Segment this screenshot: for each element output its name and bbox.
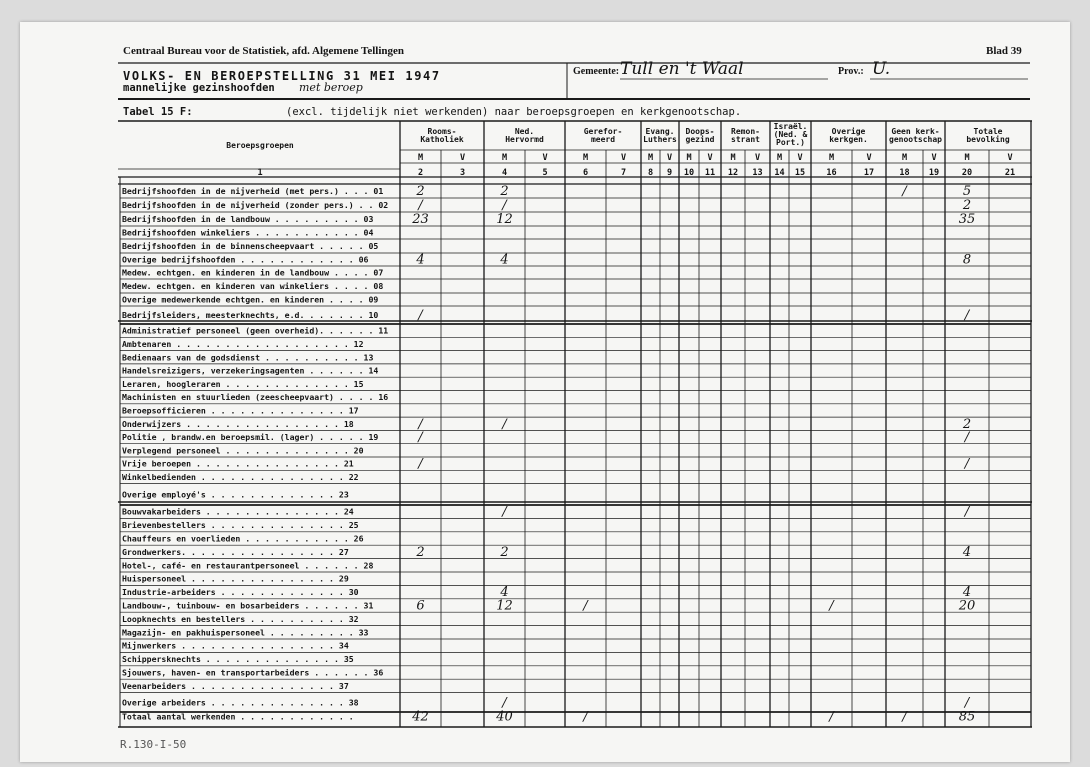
sex-label: V (866, 153, 872, 163)
group-header: Israël. (773, 122, 808, 131)
cell-value: 5 (962, 184, 972, 199)
cell-value: 4 (962, 544, 972, 560)
group-header: gezind (685, 135, 715, 144)
cell-value: / (964, 456, 970, 472)
row-label: Sjouwers, haven- en transportarbeiders . . . . . . 36 (122, 667, 384, 678)
column-number: 2 (417, 168, 424, 178)
cell-value: 20 (958, 598, 976, 614)
group-header: Totale (973, 127, 1003, 136)
row-label: Bedrijfshoofden in de binnenscheepvaart . . . . . 05 (122, 241, 379, 251)
column-number: 8 (647, 168, 654, 178)
group-header: Katholiek (420, 135, 464, 144)
row-label: Brievenbestellers . . . . . . . . . . . . . . 25 (122, 520, 359, 531)
column-number: 6 (582, 168, 589, 178)
column-number: 18 (899, 168, 910, 178)
sex-label: M (686, 153, 692, 163)
cell-value: 2 (416, 184, 425, 199)
cell-value: / (502, 504, 507, 520)
column-number: 9 (666, 168, 673, 178)
sex-label: V (797, 153, 803, 163)
cell-value: / (829, 598, 834, 614)
column-number: 11 (704, 168, 716, 178)
row-label: Beroepsofficieren . . . . . . . . . . . . . . 17 (122, 405, 359, 416)
cell-value: / (829, 709, 834, 725)
row-label: Bedrijfshoofden in de landbouw . . . . . . . . . 03 (122, 214, 374, 224)
cell-value: / (964, 308, 970, 323)
row-label: Winkelbedienden . . . . . . . . . . . . . . . 22 (122, 471, 359, 482)
group-header: Hervormd (505, 135, 544, 144)
row-label: Industrie-arbeiders . . . . . . . . . . . . . 30 (122, 587, 359, 598)
sex-label: M (776, 153, 783, 163)
group-header: kerkgen. (829, 135, 868, 144)
row-label: Grondwerkers. . . . . . . . . . . . . . . . 27 (122, 546, 349, 557)
census-subtitle: mannelijke gezinshoofden (123, 82, 275, 94)
cell-value: / (583, 598, 588, 614)
group-header: meerd (590, 135, 616, 144)
cell-value: 4 (500, 585, 509, 601)
sex-label: M (964, 153, 970, 163)
cell-value: / (502, 198, 507, 213)
group-header: genootschap (889, 135, 942, 144)
sex-label: V (754, 153, 761, 163)
column-number: 10 (683, 168, 695, 178)
sex-label: V (707, 153, 713, 163)
cell-value: / (418, 430, 423, 446)
cell-value: 2 (500, 184, 509, 199)
row-label: Landbouw-, tuinbouw- en bosarbeiders . . . . . . 31 (122, 600, 374, 611)
sex-label: M (901, 153, 908, 163)
sex-label: V (542, 153, 548, 163)
row-label: Vrije beroepen . . . . . . . . . . . . . . . 21 (122, 458, 354, 469)
row-label: Verplegend personeel . . . . . . . . . . . . . 20 (122, 445, 364, 456)
row-label: Medew. echtgen. en kinderen in de landbouw . . . . 07 (122, 267, 384, 278)
column-number: 16 (826, 168, 837, 178)
sheet-number: Blad 39 (986, 45, 1022, 57)
column-number: 19 (928, 168, 940, 178)
column-number: 5 (542, 168, 548, 178)
group-header: Overige (831, 127, 866, 136)
row-label: Machinisten en stuurlieden (zeescheepvaart) . . . . 16 (122, 392, 389, 403)
row-label: Overige medewerkende echtgen. en kinderen . . . . 09 (122, 294, 379, 305)
sex-label: V (459, 153, 466, 163)
sex-label: V (931, 153, 937, 163)
sex-label: M (417, 153, 424, 163)
cell-value: 35 (958, 212, 976, 227)
cell-value: 2 (962, 198, 972, 213)
row-label: Leraren, hoogleraren . . . . . . . . . . . . . 15 (122, 378, 364, 389)
sex-label: M (647, 153, 654, 163)
table-label: Tabel 15 F: (123, 106, 193, 118)
row-label: Overige arbeiders . . . . . . . . . . . . . . 38 (122, 697, 359, 708)
row-header-title: Beroepsgroepen (226, 141, 294, 150)
sex-label: M (828, 153, 835, 163)
group-header: Doops- (685, 127, 715, 136)
group-header: Luthers (643, 135, 677, 144)
row-label: Overige employé's . . . . . . . . . . . . . 23 (122, 489, 349, 500)
cell-value: 23 (412, 212, 429, 227)
row-label: Loopknechts en bestellers . . . . . . . . . . 32 (122, 613, 359, 624)
cell-value: 40 (496, 709, 513, 725)
cell-value: 4 (962, 585, 972, 601)
cell-value: 2 (416, 544, 425, 560)
column-number: 4 (501, 168, 508, 178)
table-text (122, 122, 1015, 725)
row-label: Onderwijzers . . . . . . . . . . . . . . . . 18 (122, 418, 354, 429)
cell-value: / (502, 416, 507, 432)
column-number: 13 (752, 168, 763, 178)
row-label: Overige bedrijfshoofden . . . . . . . . . . . . 06 (122, 254, 369, 265)
group-header: Ned. (514, 127, 535, 136)
group-header: strant (731, 135, 760, 144)
cell-value: / (583, 709, 588, 725)
column-number: 1 (257, 168, 263, 178)
row-label: Chauffeurs en voerlieden . . . . . . . . . . . 26 (122, 533, 364, 544)
sex-label: V (666, 153, 673, 163)
row-label: Bedrijfshoofden winkeliers . . . . . . . . . . . 04 (122, 227, 374, 238)
cell-value: / (418, 308, 423, 323)
row-label: Medew. echtgen. en kinderen van winkeliers . . . . 08 (122, 281, 384, 291)
column-number: 17 (863, 168, 875, 178)
sex-label: M (582, 153, 589, 163)
column-number: 3 (459, 168, 466, 178)
cell-value: / (902, 184, 907, 199)
cell-value: 6 (416, 598, 425, 614)
cell-value: / (418, 198, 423, 213)
row-label: Bouwvakarbeiders . . . . . . . . . . . . . . 24 (122, 506, 354, 517)
gemeente-label: Gemeente: (573, 66, 620, 77)
cell-value: 4 (416, 252, 425, 268)
sex-label: V (620, 153, 627, 163)
table-caption: (excl. tijdelijk niet werkenden) naar beroepsgroepen en kerkgenootschap. (286, 106, 742, 118)
gemeente-value: Tull en 't Waal (620, 59, 744, 79)
cell-value: / (964, 430, 970, 446)
row-label: Mijnwerkers . . . . . . . . . . . . . . . . 34 (122, 640, 349, 651)
cell-value: / (964, 504, 970, 520)
column-number: 12 (727, 168, 739, 178)
cell-value: 8 (962, 252, 972, 268)
cell-value: / (418, 456, 423, 472)
row-label: Ambtenaren . . . . . . . . . . . . . . . . . . 12 (122, 338, 364, 349)
row-label: Bedienaars van de godsdienst . . . . . . . . . . 13 (122, 352, 374, 363)
row-label: Politie , brandw.en beroepsmil. (lager) . . . . . 19 (122, 432, 379, 443)
column-number: 7 (620, 168, 627, 178)
sex-label: M (730, 153, 736, 163)
organization-name: Centraal Bureau voor de Statistiek, afd. Algemene Tellingen (123, 45, 405, 57)
cell-value: 42 (412, 709, 429, 725)
province-label: Prov.: (838, 66, 864, 77)
group-header: (Ned. & (773, 130, 808, 139)
cell-value: 2 (500, 544, 509, 560)
census-title: VOLKS- EN BEROEPSTELLING 31 MEI 1947 (123, 69, 441, 83)
column-number: 15 (794, 168, 806, 178)
province-value: U. (872, 59, 891, 79)
cell-value: / (902, 709, 907, 725)
sex-label: V (1007, 153, 1013, 163)
cell-value: / (502, 695, 507, 711)
row-label: Bedrijfshoofden in de nijverheid (met pers.) . . . 01 (122, 186, 384, 196)
group-header: Evang. (645, 127, 675, 136)
column-number: 21 (1004, 168, 1016, 178)
row-label: Hotel-, café- en restaurantpersoneel . . . . . . 28 (122, 560, 374, 571)
cell-value: / (418, 416, 423, 432)
row-label: Veenarbeiders . . . . . . . . . . . . . . . 37 (122, 680, 349, 691)
row-label: Schippersknechts . . . . . . . . . . . . . . 35 (122, 654, 354, 665)
row-label: Bedrijfshoofden in de nijverheid (zonder pers.) . . 02 (122, 200, 389, 210)
row-label: Handelsreizigers, verzekeringsagenten . . . . . . 14 (122, 365, 379, 376)
group-header: Gerefor- (583, 127, 623, 136)
cell-value: 4 (500, 252, 509, 268)
group-header: Remon- (731, 127, 760, 136)
group-header: Rooms- (427, 127, 457, 136)
cell-value: / (964, 695, 970, 711)
row-label: Bedrijfsleiders, meesterknechts, e.d. . . . . . . 10 (122, 310, 379, 320)
row-label: Administratief personeel (geen overheid). . . . . . 11 (122, 325, 389, 336)
cell-value: 12 (496, 212, 513, 227)
form-code: R.130-I-50 (120, 738, 187, 751)
row-label: Huispersoneel . . . . . . . . . . . . . . . 29 (122, 573, 349, 584)
group-header: Port.) (776, 138, 805, 147)
group-header: Geen kerk- (891, 127, 940, 136)
row-label: Magazijn- en pakhuispersoneel . . . . . . . . . 33 (122, 627, 369, 638)
cell-value: 85 (958, 709, 976, 725)
column-number: 20 (961, 168, 973, 178)
column-number: 14 (774, 168, 785, 178)
sex-label: M (501, 153, 508, 163)
cell-value: 12 (496, 598, 513, 614)
cell-value: 2 (962, 416, 972, 432)
group-header: bevolking (966, 135, 1010, 144)
handwritten-subtitle: met beroep (299, 81, 363, 94)
total-label: Totaal aantal werkenden . . . . . . . . . . . . (122, 711, 354, 722)
